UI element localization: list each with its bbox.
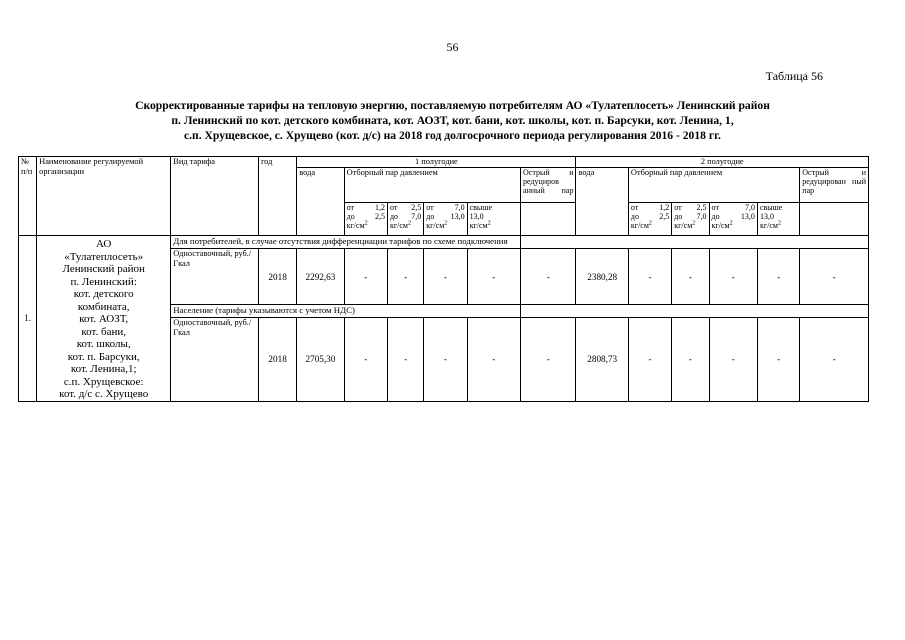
h2-water-value: 2808,73 — [576, 318, 628, 401]
header-num: № п/п — [19, 157, 37, 236]
h2-steam-value: - — [709, 318, 757, 401]
section-row — [19, 236, 869, 249]
h2-sharp-value: - — [800, 248, 869, 304]
page-number: 56 — [446, 40, 459, 54]
empty-cell — [800, 203, 869, 236]
h2-steam-value: - — [628, 248, 671, 304]
h1-steam-value: - — [424, 248, 467, 304]
h2-water-value: 2380,28 — [576, 248, 628, 304]
h1-steam-value: - — [344, 318, 387, 401]
organization-name: АО «Тулатеплосеть» Ленинский район п. Ленинский: кот. детского комбината, кот. АОЗТ, кот. бани, кот. школы, кот. п. Барсуки, кот. Ленина,1; с.п. Хрущевское: кот. д/с с. Хрущево — [37, 236, 171, 402]
empty-cell — [521, 305, 869, 318]
range-cell: от 1,2 до 2,5 $кг/см^2$ — [344, 203, 387, 236]
tariff-table — [18, 156, 869, 402]
section-title: Население (тарифы указываются с учетом НДС) — [171, 305, 521, 318]
section-title: Для потребителей, в случае отсутствия дифференциации тарифов по схеме подключения — [171, 236, 521, 249]
header-sharp: Острый и редуциров анный пар — [521, 168, 576, 203]
tariff-type: Одноставочный, руб./Гкал — [171, 318, 259, 401]
h1-water-value: 2705,30 — [297, 318, 344, 401]
h1-steam-value: - — [467, 318, 520, 401]
h2-steam-value: - — [672, 248, 709, 304]
header-steam: Отборный пар давлением — [628, 168, 799, 203]
title-line: Скорректированные тарифы на тепловую энергию, поставляемую потребителям АО «Тулатеплосеть» Ленинский район — [135, 99, 770, 112]
header-water: вода — [576, 168, 628, 236]
header-tariff-type: Вид тарифа — [171, 157, 259, 236]
h2-sharp-value: - — [800, 318, 869, 401]
empty-cell — [521, 236, 869, 249]
header-half2: 2 полугодие — [576, 157, 869, 168]
h1-steam-value: - — [387, 318, 423, 401]
h2-steam-value: - — [757, 248, 799, 304]
h2-steam-value: - — [628, 318, 671, 401]
header-sharp: Острый и редуцирован ный пар — [800, 168, 869, 203]
header-half1: 1 полугодие — [297, 157, 576, 168]
h1-steam-value: - — [387, 248, 423, 304]
h1-sharp-value: - — [521, 318, 576, 401]
range-cell: от 2,5 до 7,0 $кг/см^2$ — [672, 203, 709, 236]
h2-steam-value: - — [709, 248, 757, 304]
row-number: 1. — [19, 236, 37, 402]
header-year: год — [258, 157, 296, 236]
h2-steam-value: - — [672, 318, 709, 401]
header-steam: Отборный пар давлением — [344, 168, 520, 203]
table-label: Таблица 56 — [765, 69, 823, 83]
title-line: п. Ленинский по кот. детского комбината, кот. АОЗТ, кот. бани, кот. школы, кот. п. Барсуки, кот. Ленина, 1, — [171, 114, 734, 127]
range-cell: свыше 13,0 $кг/см^2$ — [467, 203, 520, 236]
year-cell: 2018 — [258, 248, 296, 304]
header-row — [19, 157, 869, 168]
h1-steam-value: - — [424, 318, 467, 401]
h1-steam-value: - — [344, 248, 387, 304]
empty-cell — [521, 203, 576, 236]
h1-steam-value: - — [467, 248, 520, 304]
range-cell: от 7,0 до 13,0 $кг/см^2$ — [424, 203, 467, 236]
range-cell: от 1,2 до 2,5 $кг/см^2$ — [628, 203, 671, 236]
h2-steam-value: - — [757, 318, 799, 401]
title-line: с.п. Хрущевское, с. Хрущево (кот. д/с) на 2018 год долгосрочного периода регулирования 2016 - 2018 гг. — [184, 129, 721, 142]
h1-sharp-value: - — [521, 248, 576, 304]
document-title — [80, 98, 825, 143]
range-cell: свыше 13,0 $кг/см^2$ — [757, 203, 799, 236]
tariff-type: Одноставочный, руб./Гкал — [171, 248, 259, 304]
header-org: Наименование регулируемой организации — [37, 157, 171, 236]
year-cell: 2018 — [258, 318, 296, 401]
h1-water-value: 2292,63 — [297, 248, 344, 304]
range-cell: от 7,0 до 13,0 $кг/см^2$ — [709, 203, 757, 236]
header-water: вода — [297, 168, 344, 236]
range-cell: от 2,5 до 7,0 $кг/см^2$ — [387, 203, 423, 236]
